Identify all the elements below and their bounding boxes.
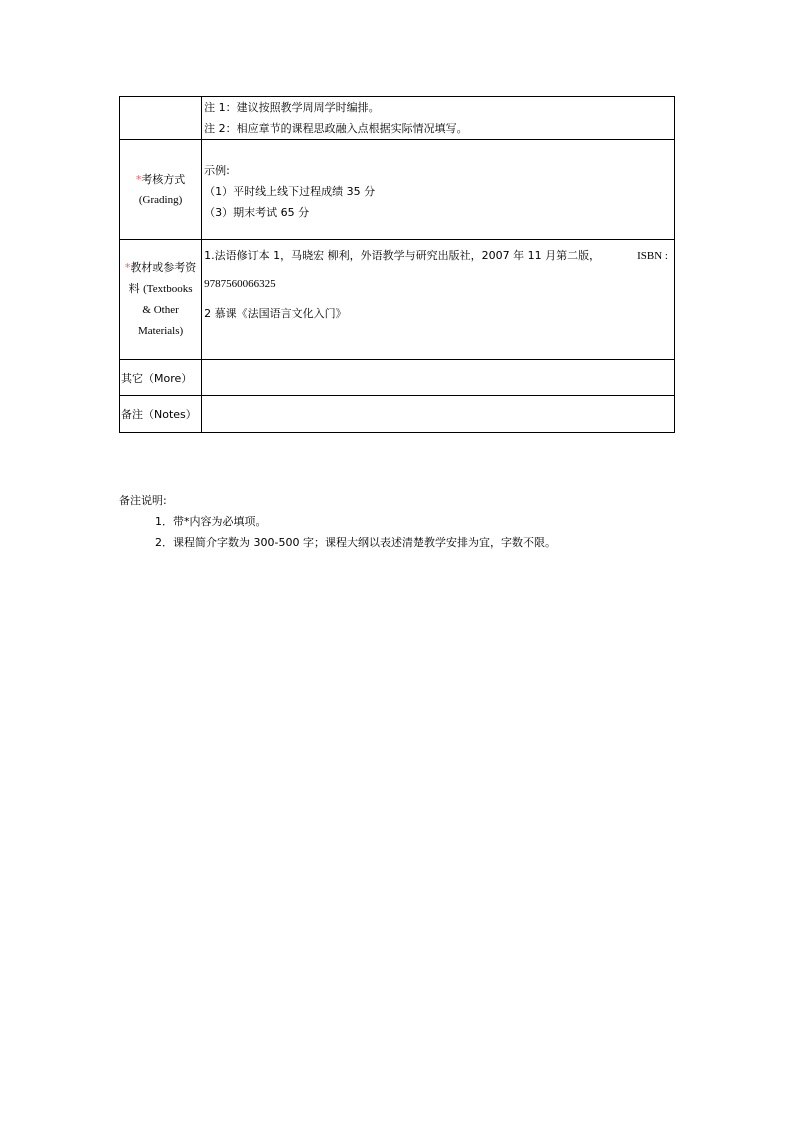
footer-notes-title: 备注说明: (119, 494, 167, 507)
content-cell-textbooks (202, 240, 675, 360)
content-cell-notes-empty (202, 396, 675, 433)
grading-label-cn: *考核方式 (135, 172, 186, 186)
grading-item-1: （1）平时线上线下过程成绩 35 分 (204, 185, 376, 198)
grading-example-label: 示例: (204, 164, 230, 177)
textbooks-label-en-2: & Other (142, 304, 179, 316)
label-cell-grading (120, 140, 202, 240)
label-cell-notes: 备注（Notes） (120, 396, 202, 433)
table-row-notes (120, 396, 675, 433)
note-line-2: 注 2：相应章节的课程思政融入点根据实际情况填写。 (204, 122, 468, 135)
required-star: * (124, 261, 131, 274)
note-line-1: 注 1：建议按照教学周周学时编排。 (204, 101, 380, 114)
grading-label-en: (Grading) (138, 193, 183, 206)
textbooks-label-line-2: 料 (Textbooks (128, 282, 193, 295)
reference-1-isbn-label: ISBN : (637, 250, 668, 262)
table-row-notes-continuation (120, 97, 675, 140)
label-cell-empty (120, 97, 202, 140)
reference-1-main: 1.法语修订本 1，马晓宏 柳利，外语教学与研究出版社，2007 年 11 月第二版， (204, 249, 601, 262)
grading-item-2: （3）期末考试 65 分 (204, 206, 310, 219)
reference-2: 2 慕课《法国语言文化入门》 (204, 307, 347, 320)
required-star: * (135, 172, 142, 186)
content-cell-grading (202, 140, 675, 240)
content-cell-notes (202, 97, 675, 140)
footer-note-item-2: 2．课程简介字数为 300-500 字；课程大纲以表述清楚教学安排为宜，字数不限。 (155, 536, 556, 549)
label-cell-more: 其它（More） (120, 360, 202, 396)
footer-note-item-1: 1．带*内容为必填项。 (155, 515, 267, 528)
label-cell-textbooks (120, 240, 202, 360)
footer-notes (119, 490, 556, 553)
table-row-more (120, 360, 675, 396)
content-cell-more (202, 360, 675, 396)
reference-1 (202, 246, 674, 266)
table-row-grading (120, 140, 675, 240)
textbooks-label-cn-1: *教材或参考资 (124, 261, 197, 274)
reference-1-isbn: 9787560066325 (204, 278, 276, 290)
syllabus-table (119, 96, 675, 433)
textbooks-label-en-3: Materials) (137, 325, 184, 337)
table-row-textbooks (120, 240, 675, 360)
